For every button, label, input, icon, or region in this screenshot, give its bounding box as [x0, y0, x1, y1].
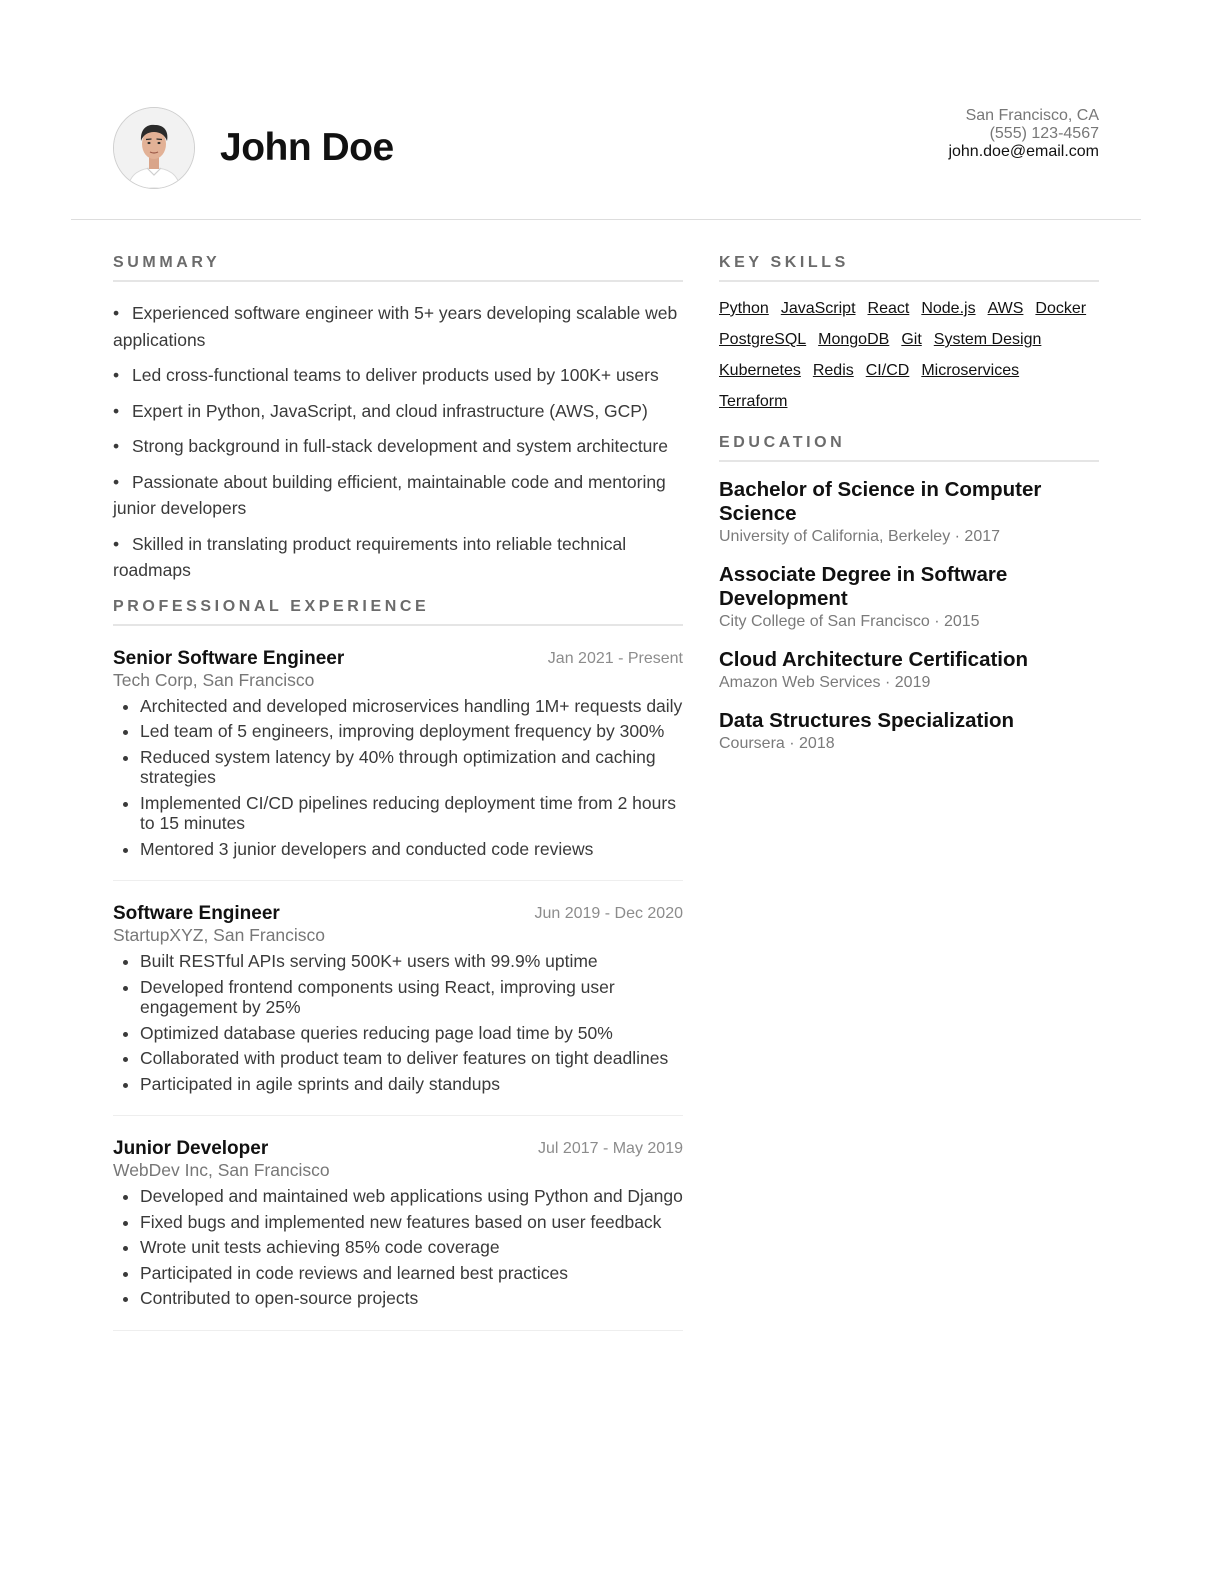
summary-item: • Strong background in full-stack development and system architecture	[113, 433, 683, 460]
job-bullet: • Wrote unit tests achieving 85% code coverage	[140, 1237, 683, 1258]
summary-item: • Experienced software engineer with 5+ years developing scalable web applications	[113, 300, 683, 353]
job-company: StartupXYZ, San Francisco	[113, 925, 326, 945]
job-bullets	[113, 1186, 683, 1309]
skill-tag[interactable]: Git	[901, 331, 922, 348]
skill-tag[interactable]: AWS	[987, 300, 1024, 317]
skill-tag[interactable]: Kubernetes	[719, 362, 801, 379]
skill-tag[interactable]: System Design	[933, 331, 1042, 348]
summary-item: • Skilled in translating product requirements into reliable technical roadmaps	[113, 531, 683, 584]
job-bullet: • Reduced system latency by 40% through optimization and caching strategies	[140, 747, 683, 788]
education-entry	[719, 709, 1099, 754]
skill-tag[interactable]: PostgreSQL	[719, 331, 807, 348]
job-header	[113, 903, 683, 925]
skill-tag[interactable]: Python	[719, 300, 769, 317]
skill-tag[interactable]: Node.js	[921, 300, 976, 317]
skill-tag[interactable]: Redis	[812, 362, 854, 379]
job-bullet: • Contributed to open-source projects	[140, 1288, 683, 1309]
education-institution: Amazon Web Services · 2019	[719, 674, 931, 691]
skill-tag[interactable]: Microservices	[921, 362, 1020, 379]
education-heading: EDUCATION	[719, 434, 1099, 462]
education-degree: Data Structures Specialization	[719, 709, 1015, 732]
job-dates: Jun 2019 - Dec 2020	[534, 905, 683, 922]
skill-tag[interactable]: JavaScript	[780, 300, 856, 317]
job-dates: Jul 2017 - May 2019	[538, 1140, 683, 1157]
job-bullet: • Mentored 3 junior developers and conducted code reviews	[140, 839, 683, 860]
summary-item: • Passionate about building efficient, maintainable code and mentoring junior developers	[113, 469, 683, 522]
avatar	[113, 107, 195, 189]
education-entry	[719, 478, 1099, 547]
job-bullet: • Led team of 5 engineers, improving deployment frequency by 300%	[140, 721, 683, 742]
job-header	[113, 648, 683, 670]
job-bullet: • Optimized database queries reducing page load time by 50%	[140, 1023, 683, 1044]
job-entry	[113, 626, 683, 882]
skill-tag[interactable]: Docker	[1035, 300, 1087, 317]
education-entry	[719, 563, 1099, 632]
skill-tag[interactable]: CI/CD	[865, 362, 910, 379]
job-bullet: • Implemented CI/CD pipelines reducing deployment time from 2 hours to 15 minutes	[140, 793, 683, 834]
education-institution: Coursera · 2018	[719, 735, 835, 752]
job-dates: Jan 2021 - Present	[547, 649, 683, 667]
skill-tag[interactable]: MongoDB	[818, 331, 890, 348]
job-bullets	[113, 951, 683, 1094]
summary-item: • Expert in Python, JavaScript, and cloud infrastructure (AWS, GCP)	[113, 398, 683, 425]
job-title: Junior Developer	[113, 1138, 269, 1159]
job-company: WebDev Inc, San Francisco	[113, 1160, 330, 1180]
education-degree: Bachelor of Science in Computer Science	[719, 478, 1042, 525]
right-column	[719, 254, 1099, 754]
skill-tag[interactable]: React	[867, 300, 910, 317]
summary-list	[113, 300, 683, 584]
job-title: Senior Software Engineer	[113, 647, 345, 669]
skills-list	[719, 298, 1099, 412]
job-header	[113, 1138, 683, 1160]
skills-heading: KEY SKILLS	[719, 254, 1099, 282]
skill-tag[interactable]: Terraform	[719, 393, 788, 410]
job-bullet: • Developed frontend components using React, improving user engagement by 25%	[140, 977, 683, 1018]
job-title: Software Engineer	[113, 903, 280, 924]
job-bullet: • Participated in code reviews and learned best practices	[140, 1263, 683, 1284]
education-institution: City College of San Francisco · 2015	[719, 613, 980, 630]
job-bullet: • Developed and maintained web applications using Python and Django	[140, 1186, 683, 1207]
profile-photo-icon	[114, 108, 194, 188]
education-institution: University of California, Berkeley · 2017	[719, 528, 1001, 545]
left-column	[113, 254, 683, 1331]
education-degree: Cloud Architecture Certification	[719, 648, 1029, 671]
job-bullet: • Participated in agile sprints and daily standups	[140, 1074, 683, 1095]
job-bullets	[113, 696, 683, 860]
resume-header	[113, 107, 1099, 191]
job-company: Tech Corp, San Francisco	[113, 669, 315, 690]
contact-location: San Francisco, CA	[965, 107, 1099, 124]
education-degree: Associate Degree in Software Development	[719, 563, 1008, 610]
education-entry	[719, 648, 1099, 693]
experience-heading: PROFESSIONAL EXPERIENCE	[113, 598, 683, 626]
candidate-name: John Doe	[220, 126, 394, 169]
contact-email[interactable]: john.doe@email.com	[948, 143, 1099, 160]
job-bullet: • Collaborated with product team to deliver features on tight deadlines	[140, 1048, 683, 1069]
header-divider	[71, 219, 1141, 220]
job-bullet: • Architected and developed microservices handling 1M+ requests daily	[140, 696, 683, 717]
contact-info	[948, 107, 1099, 161]
summary-heading: SUMMARY	[113, 254, 683, 282]
summary-item: • Led cross-functional teams to deliver products used by 100K+ users	[113, 362, 683, 389]
job-bullet: • Fixed bugs and implemented new features based on user feedback	[140, 1212, 683, 1233]
job-entry	[113, 1116, 683, 1331]
job-bullet: • Built RESTful APIs serving 500K+ users with 99.9% uptime	[140, 951, 683, 972]
job-entry	[113, 881, 683, 1116]
contact-phone: (555) 123-4567	[989, 125, 1099, 142]
